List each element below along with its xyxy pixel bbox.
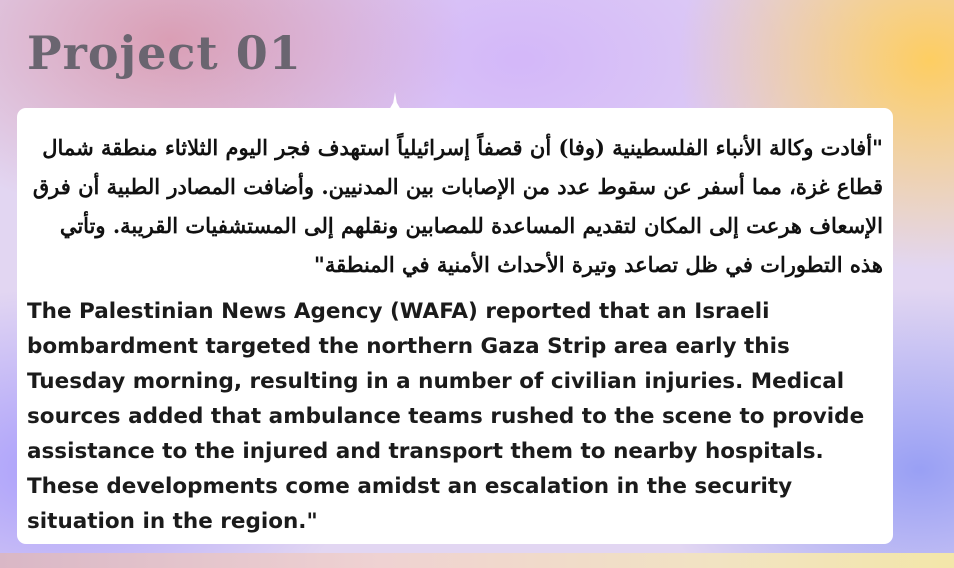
english-paragraph: The Palestinian News Agency (WAFA) reported that an Israeli bombardment targeted the northern Gaza Strip area early this Tuesday morning, resulting in a number of civilian injuries. Medical sources added that ambulance teams rushed to the scene to provide assistance to the injured and transport them to nearby hospitals. These developments come amidst an escalation in the security situation in the region." xyxy=(27,299,865,534)
content-card xyxy=(17,108,893,544)
slide-title: Project 01 xyxy=(27,26,302,80)
bottom-decorative-band xyxy=(0,553,954,568)
arabic-paragraph: "أفادت وكالة الأنباء الفلسطينية (وفا) أن قصفاً إسرائيلياً استهدف فجر اليوم الثلاثاء منطقة شمال قطاع غزة، مما أسفر عن سقوط عدد من الإصابات بين المدنيين. وأضافت المصادر الطبية أن فرق الإسعاف هرعت إلى المكان لتقديم المساعدة للمصابين ونقلهم إلى المستشفيات القريبة. وتأتي هذه التطورات في ظل تصاعد وتيرة الأحداث الأمنية في المنطقة" xyxy=(32,135,883,277)
